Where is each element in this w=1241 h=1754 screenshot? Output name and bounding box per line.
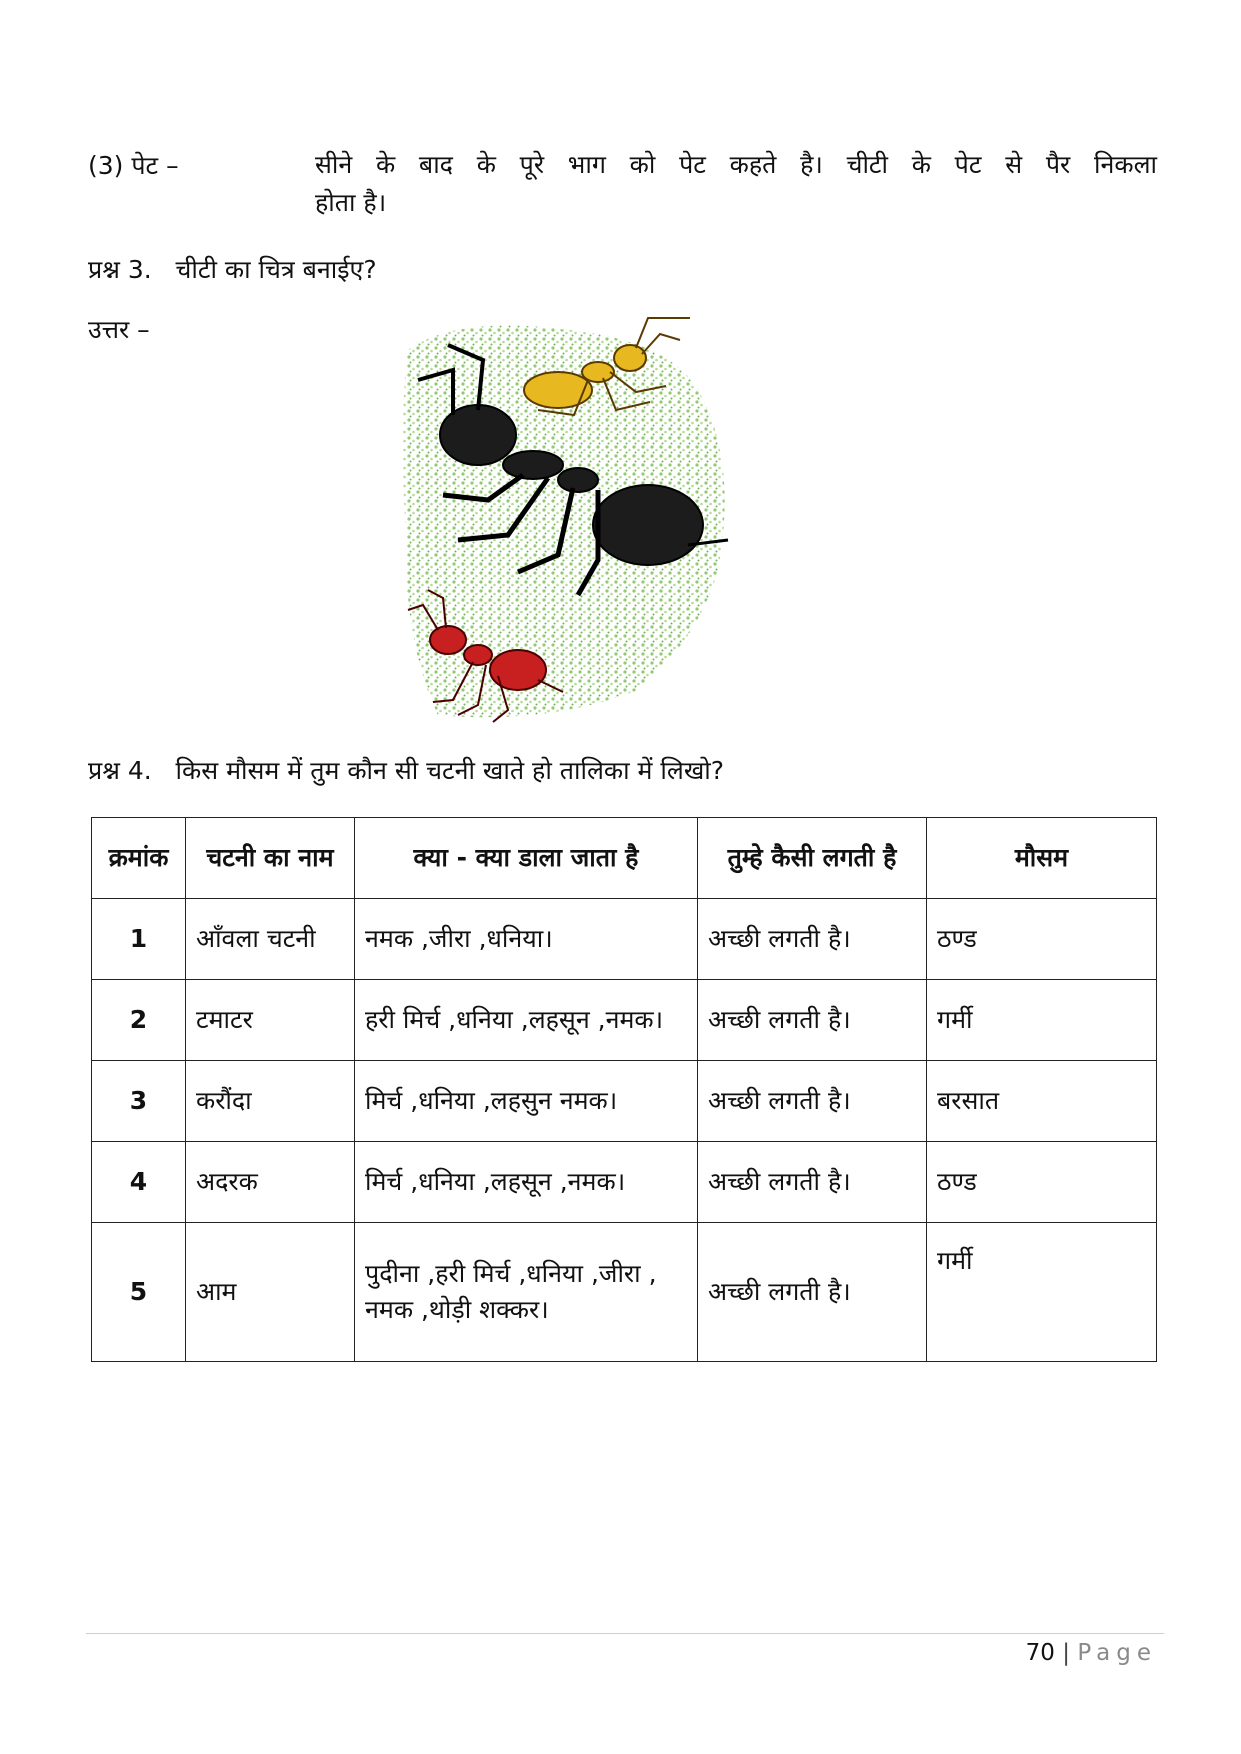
table-row bbox=[92, 899, 1157, 980]
question-4 bbox=[88, 753, 724, 789]
cell-chutney-name: करौंदा bbox=[186, 1061, 355, 1142]
page-word: Page bbox=[1077, 1640, 1157, 1666]
cell-season: गर्मी bbox=[927, 1223, 1157, 1362]
cell-taste: अच्छी लगती है। bbox=[698, 980, 927, 1061]
paragraph-line-1: सीने के बाद के पूरे भाग को पेट कहते है। चीटी के पेट से पैर निकला bbox=[315, 150, 1157, 179]
cell-ingredients: मिर्च ,धनिया ,लहसुन नमक। bbox=[355, 1061, 698, 1142]
page-number: 70 bbox=[1025, 1640, 1055, 1666]
section-label: (3) पेट – bbox=[88, 151, 179, 180]
page-footer bbox=[1026, 1636, 1157, 1670]
question-3-text: चीटी का चित्र बनाईए? bbox=[175, 255, 377, 284]
table-row bbox=[92, 1061, 1157, 1142]
cell-ingredients bbox=[355, 1223, 698, 1362]
paragraph-line-2: होता है। bbox=[315, 188, 387, 217]
question-4-text: किस मौसम में तुम कौन सी चटनी खाते हो तालिका में लिखो? bbox=[175, 756, 725, 785]
table-header-row bbox=[92, 818, 1157, 899]
footer-separator: | bbox=[1062, 1640, 1070, 1666]
cell-season: गर्मी bbox=[927, 980, 1157, 1061]
answer-label: उत्तर – bbox=[88, 315, 150, 344]
cell-chutney-name: अदरक bbox=[186, 1142, 355, 1223]
cell-chutney-name: टमाटर bbox=[186, 980, 355, 1061]
chutney-table bbox=[91, 817, 1157, 1362]
section-paragraph bbox=[315, 146, 1157, 222]
question-3 bbox=[88, 252, 377, 288]
cell-serial: 3 bbox=[92, 1061, 186, 1142]
cell-serial: 5 bbox=[92, 1223, 186, 1362]
cell-taste: अच्छी लगती है। bbox=[698, 1061, 927, 1142]
cell-serial: 1 bbox=[92, 899, 186, 980]
cell-ingredients: मिर्च ,धनिया ,लहसून ,नमक। bbox=[355, 1142, 698, 1223]
table-row bbox=[92, 980, 1157, 1061]
header-serial: क्रमांक bbox=[92, 818, 186, 899]
cell-serial: 4 bbox=[92, 1142, 186, 1223]
cell-serial: 2 bbox=[92, 980, 186, 1061]
cell-taste: अच्छी लगती है। bbox=[698, 1223, 927, 1362]
question-3-prefix: प्रश्न 3. bbox=[88, 255, 152, 284]
cell-taste: अच्छी लगती है। bbox=[698, 1142, 927, 1223]
header-season: मौसम bbox=[927, 818, 1157, 899]
cell-season: ठण्ड bbox=[927, 1142, 1157, 1223]
table-row bbox=[92, 1142, 1157, 1223]
header-chutney-name: चटनी का नाम bbox=[186, 818, 355, 899]
ant-illustration-icon bbox=[398, 310, 750, 728]
cell-ingredients: नमक ,जीरा ,धनिया। bbox=[355, 899, 698, 980]
ingredients-line-2: नमक ,थोड़ी शक्कर। bbox=[365, 1295, 549, 1324]
header-taste: तुम्हे कैसी लगती है bbox=[698, 818, 927, 899]
cell-chutney-name: आँवला चटनी bbox=[186, 899, 355, 980]
footer-divider bbox=[86, 1633, 1164, 1634]
cell-chutney-name: आम bbox=[186, 1223, 355, 1362]
header-ingredients: क्या - क्या डाला जाता है bbox=[355, 818, 698, 899]
cell-taste: अच्छी लगती है। bbox=[698, 899, 927, 980]
cell-season: ठण्ड bbox=[927, 899, 1157, 980]
cell-season: बरसात bbox=[927, 1061, 1157, 1142]
question-4-prefix: प्रश्न 4. bbox=[88, 756, 152, 785]
table-row bbox=[92, 1223, 1157, 1362]
cell-ingredients: हरी मिर्च ,धनिया ,लहसून ,नमक। bbox=[355, 980, 698, 1061]
ingredients-line-1: पुदीना ,हरी मिर्च ,धनिया ,जीरा , bbox=[365, 1259, 657, 1288]
